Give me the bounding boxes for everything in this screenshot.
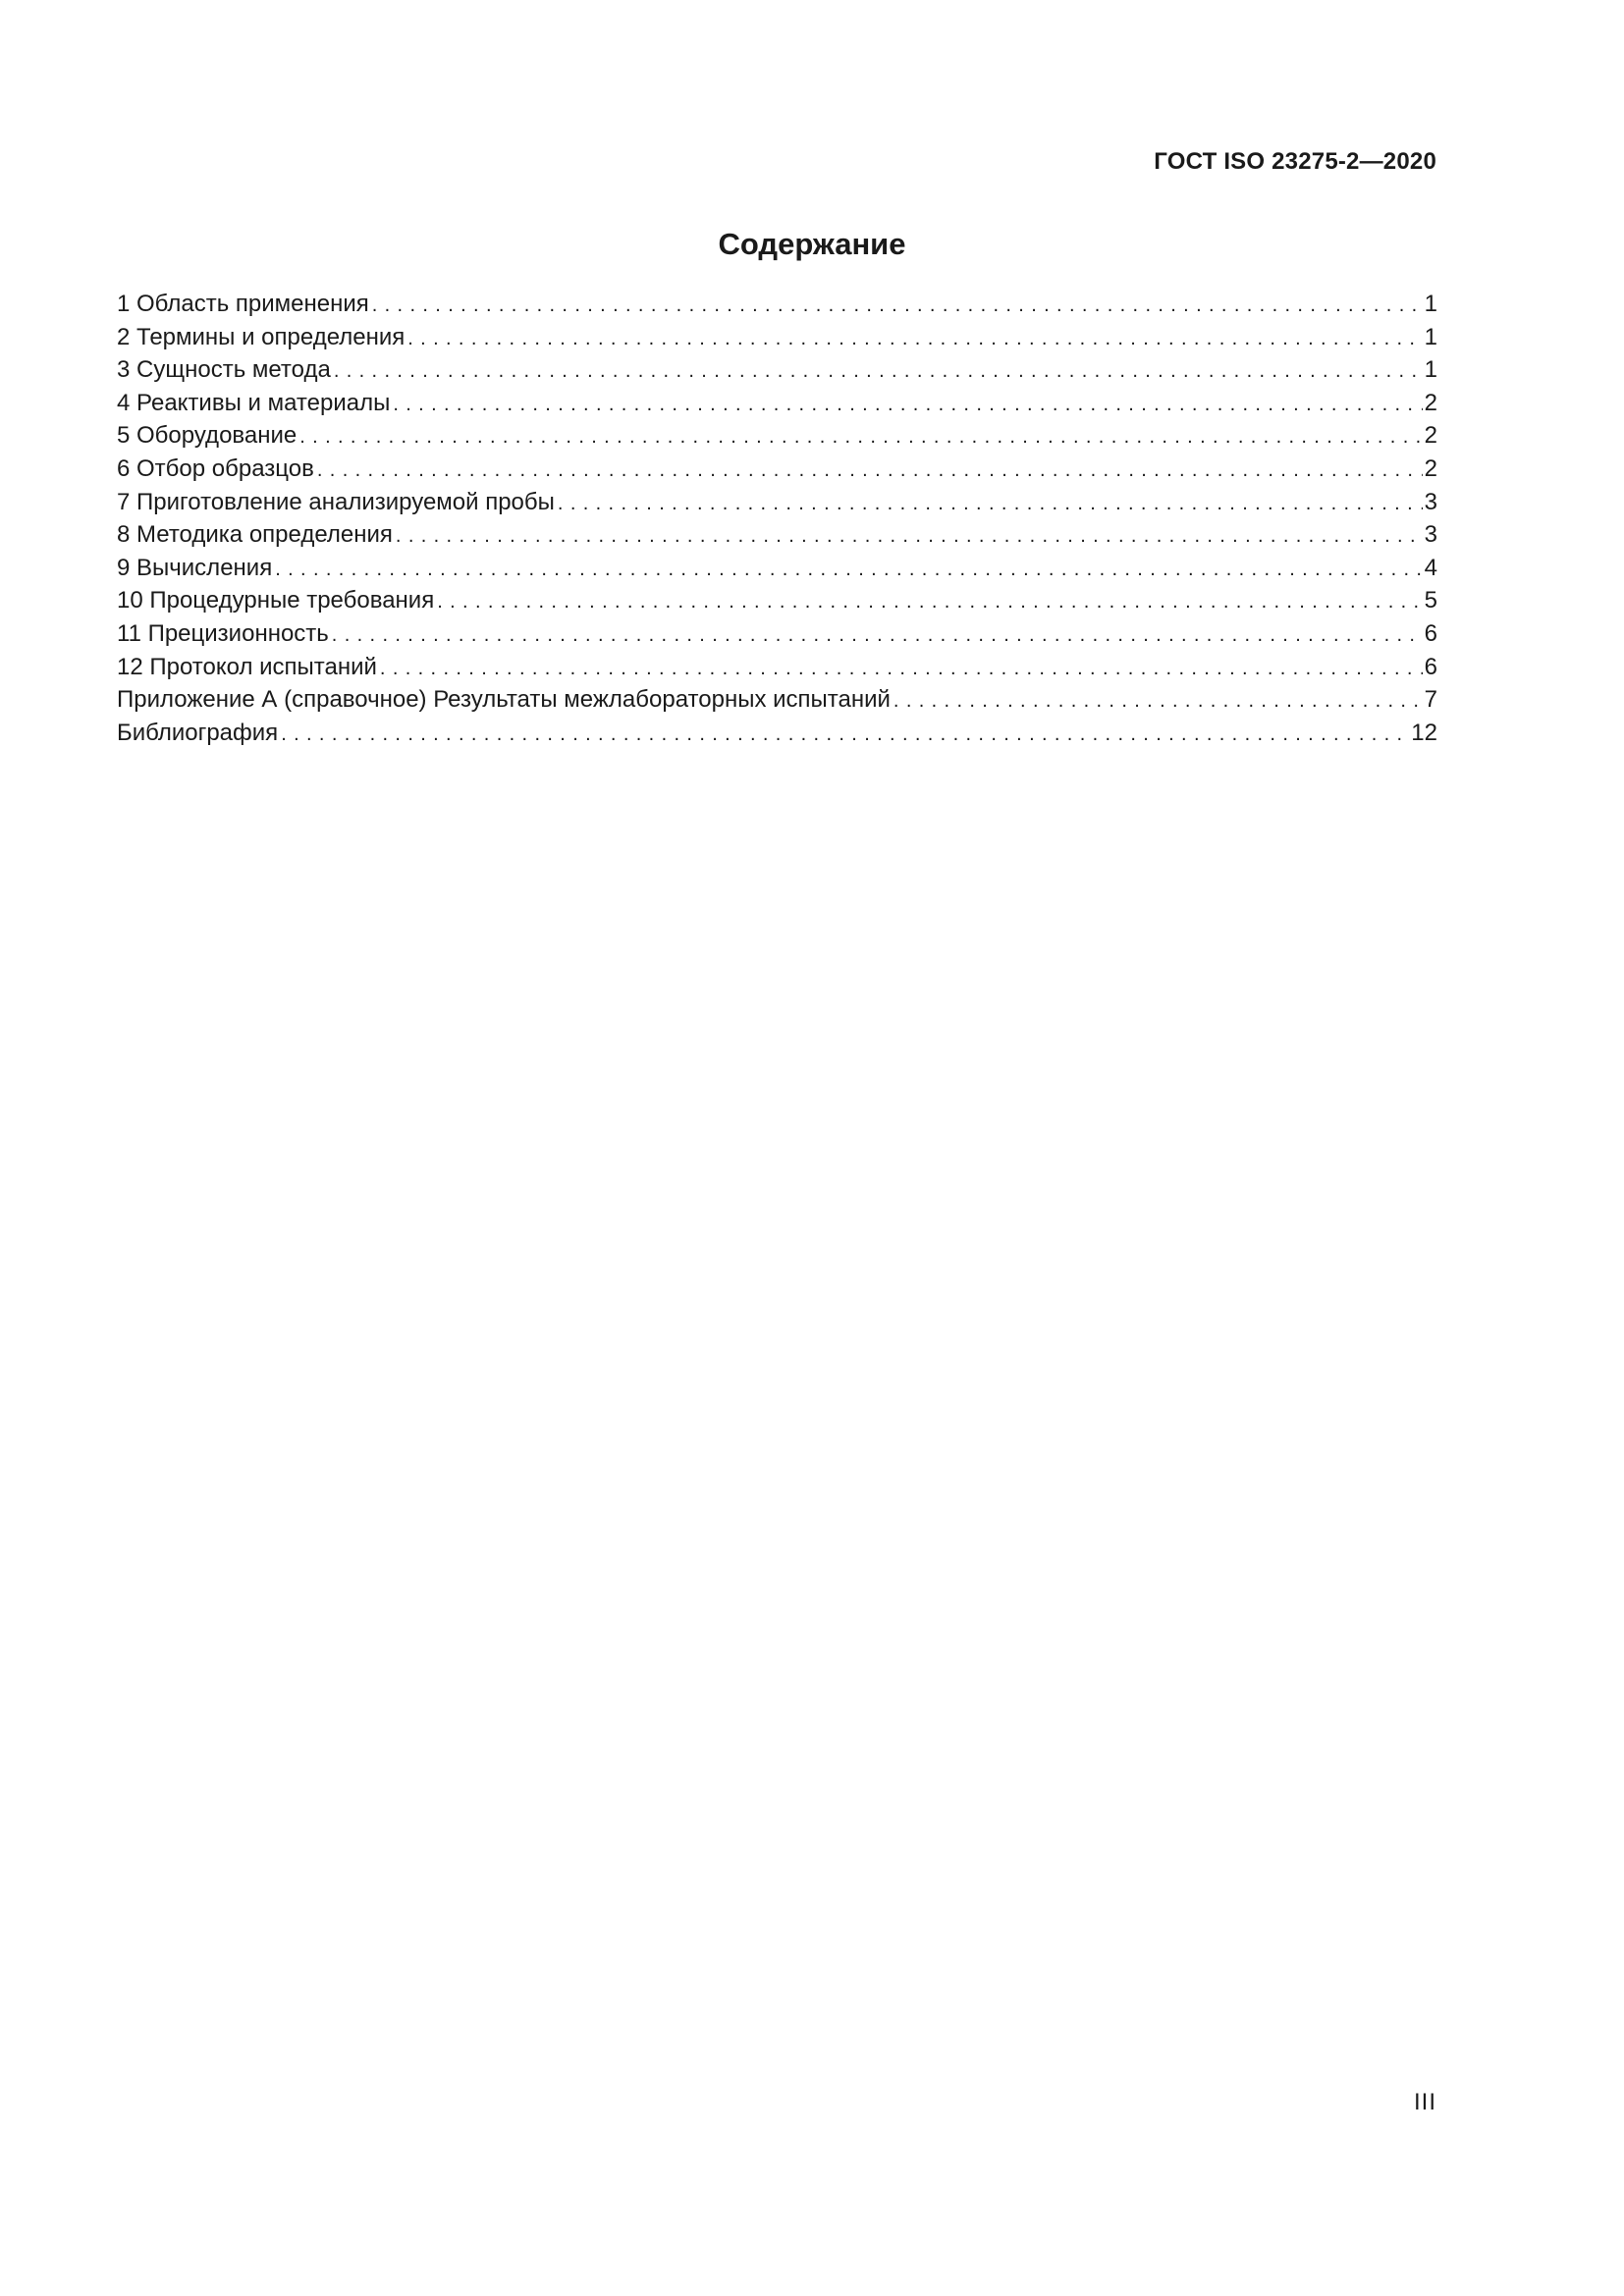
toc-dot-leader (407, 323, 1422, 354)
toc-entry-page: 2 (1424, 422, 1437, 450)
toc-entry-label: Приложение А (справочное) Результаты межлабораторных испытаний (117, 686, 891, 714)
toc-entry-label: 12 Протокол испытаний (117, 653, 377, 680)
toc-dot-leader (893, 685, 1423, 717)
toc-dot-leader (396, 520, 1423, 552)
toc-entry-2[interactable] (117, 321, 1437, 354)
toc-entry-label: 4 Реактивы и материалы (117, 389, 391, 416)
toc-dot-leader (299, 421, 1422, 453)
toc-entry-10[interactable] (117, 584, 1437, 617)
toc-entry-7[interactable] (117, 486, 1437, 519)
toc-dot-leader (380, 653, 1423, 684)
toc-dot-leader (558, 488, 1423, 519)
toc-entry-label: 1 Область применения (117, 291, 369, 317)
toc-entry-4[interactable] (117, 387, 1437, 420)
toc-entry-page: 4 (1424, 554, 1437, 581)
toc-dot-leader (437, 586, 1422, 617)
toc-entry-label: 3 Сущность метода (117, 356, 331, 384)
toc-entry-label: 6 Отбор образцов (117, 454, 314, 482)
toc-entry-page: 6 (1424, 653, 1437, 680)
toc-entry-label: 11 Прецизионность (117, 619, 329, 647)
toc-entry-1[interactable] (117, 288, 1437, 321)
toc-entry-12[interactable] (117, 651, 1437, 684)
toc-entry-bibliography[interactable] (117, 717, 1437, 750)
toc-entry-label: 5 Оборудование (117, 422, 298, 450)
toc-entry-label: Библиография (117, 719, 279, 746)
toc-entry-page: 1 (1424, 323, 1437, 350)
toc-dot-leader (317, 454, 1423, 486)
toc-dot-leader (281, 719, 1409, 750)
toc-dot-leader (393, 389, 1422, 420)
toc-entry-9[interactable] (117, 552, 1437, 585)
toc-entry-3[interactable] (117, 353, 1437, 387)
toc-entry-label: 9 Вычисления (117, 554, 273, 581)
toc-dot-leader (372, 290, 1423, 321)
document-code: ГОСТ ISO 23275-2—2020 (1154, 148, 1436, 175)
toc-entry-page: 6 (1424, 619, 1437, 647)
toc-entry-annex-a[interactable] (117, 683, 1437, 717)
toc-dot-leader (334, 355, 1423, 387)
toc-entry-page: 3 (1424, 488, 1437, 515)
toc-entry-label: 10 Процедурные требования (117, 587, 435, 614)
toc-entry-label: 7 Приготовление анализируемой пробы (117, 488, 555, 515)
toc-entry-5[interactable] (117, 419, 1437, 453)
toc-entry-page: 3 (1424, 521, 1437, 549)
toc-entry-page: 5 (1424, 587, 1437, 614)
toc-entry-page: 1 (1424, 291, 1437, 317)
page-number: III (1413, 2089, 1436, 2115)
toc-entry-page: 2 (1424, 454, 1437, 482)
toc-dot-leader (275, 554, 1422, 585)
toc-entry-label: 2 Термины и определения (117, 323, 406, 350)
table-of-contents (117, 288, 1437, 749)
toc-entry-label: 8 Методика определения (117, 521, 393, 549)
toc-title: Содержание (718, 227, 906, 261)
toc-entry-page: 1 (1424, 356, 1437, 384)
toc-entry-page: 7 (1424, 686, 1437, 714)
toc-entry-6[interactable] (117, 453, 1437, 486)
toc-entry-11[interactable] (117, 617, 1437, 651)
toc-dot-leader (332, 619, 1423, 651)
toc-entry-page: 12 (1411, 719, 1437, 746)
toc-entry-page: 2 (1424, 389, 1437, 416)
toc-entry-8[interactable] (117, 518, 1437, 552)
